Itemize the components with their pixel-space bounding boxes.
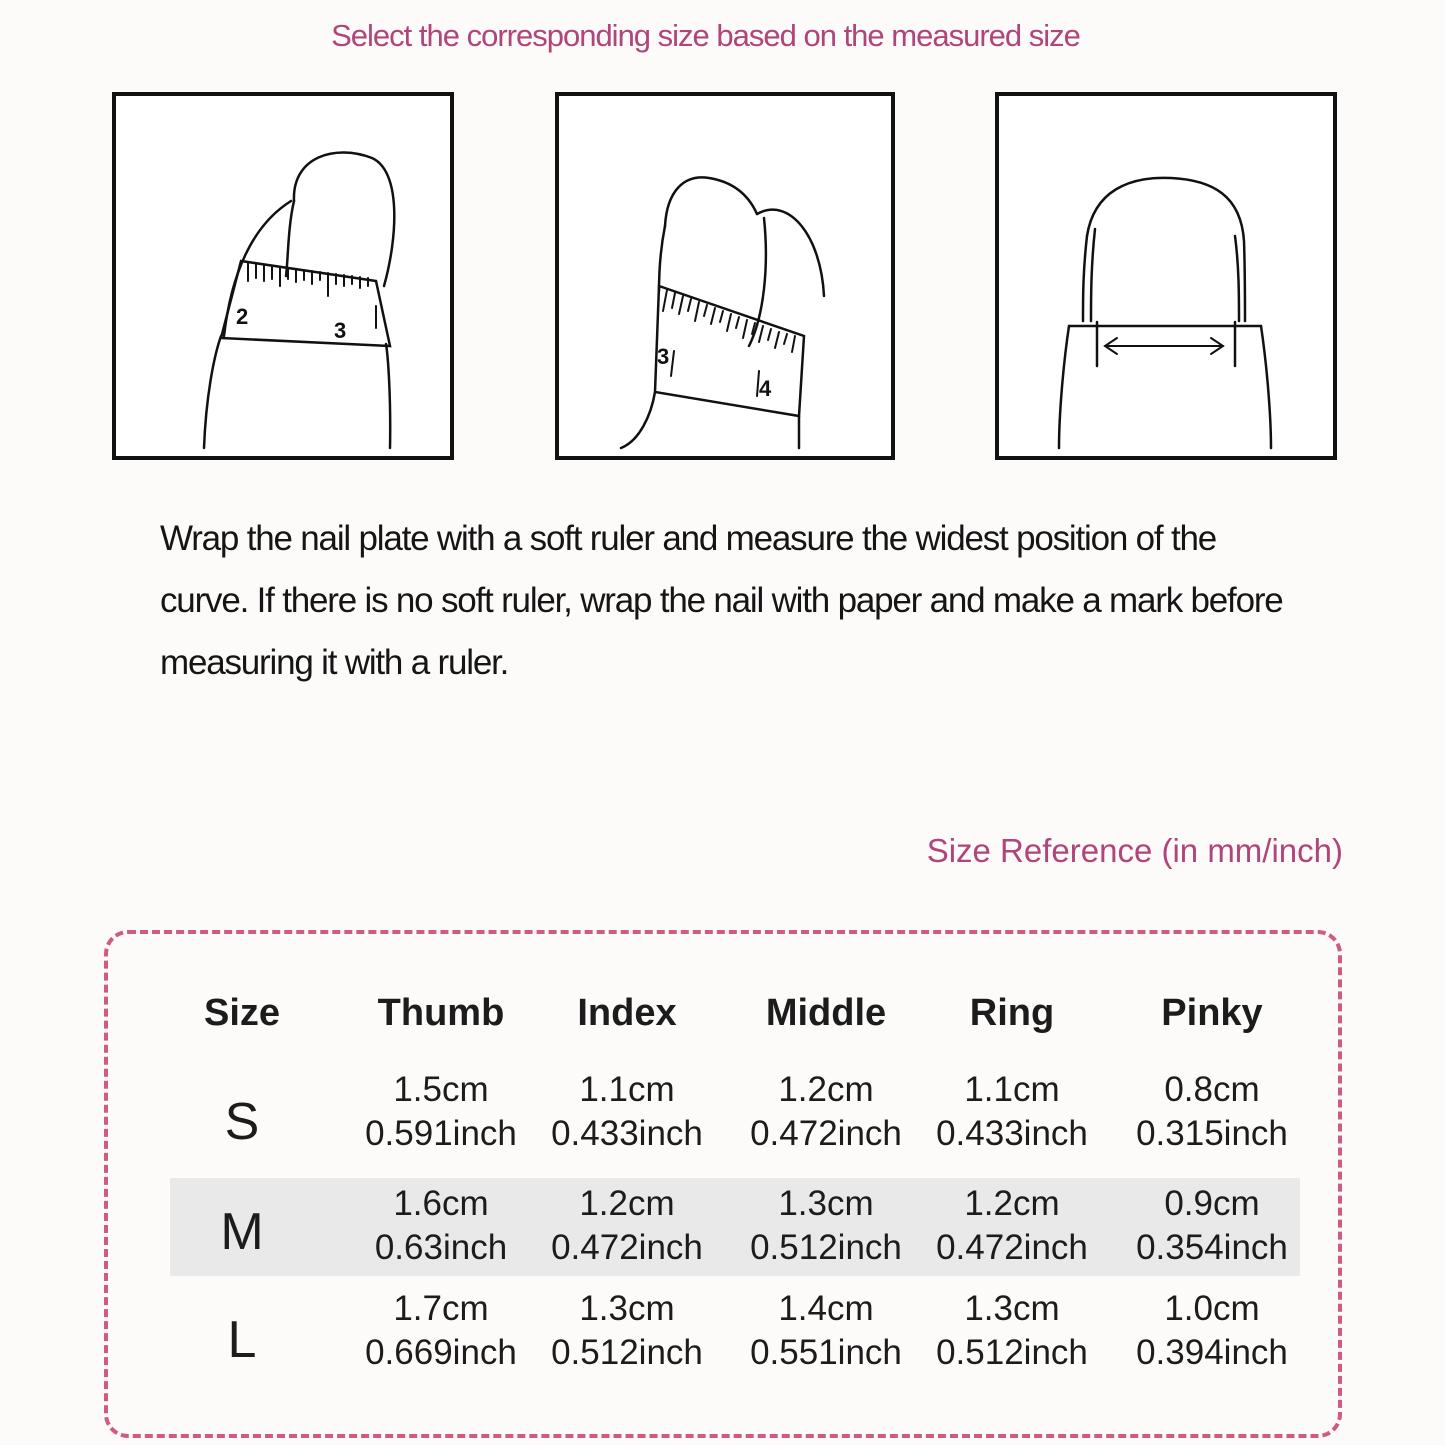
- cell-cm: 1.1cm: [579, 1070, 675, 1109]
- ruler-number-3: 3: [334, 318, 347, 343]
- header-ring: Ring: [969, 992, 1055, 1034]
- cell-inch: 0.512inch: [551, 1333, 703, 1372]
- cell-inch: 0.433inch: [936, 1114, 1088, 1153]
- cell-inch: 0.63inch: [374, 1228, 508, 1267]
- cell-cm: 1.2cm: [579, 1184, 675, 1223]
- table-cell: [726, 1068, 926, 1156]
- table-cell: [527, 1182, 727, 1270]
- table-cell: [912, 1068, 1112, 1156]
- table-cell: [912, 1287, 1112, 1375]
- cell-cm: 1.4cm: [778, 1289, 874, 1328]
- table-cell: [527, 1068, 727, 1156]
- cell-inch: 0.472inch: [750, 1114, 902, 1153]
- cell-cm: 0.8cm: [1164, 1070, 1260, 1109]
- width-measure-illustration: [995, 92, 1337, 460]
- ruler-number-3: 3: [657, 344, 670, 369]
- cell-inch: 0.591inch: [365, 1114, 517, 1153]
- cell-cm: 1.7cm: [393, 1289, 489, 1328]
- header-size: Size: [203, 992, 281, 1034]
- cell-cm: 1.6cm: [393, 1184, 489, 1223]
- size-reference-title: Size Reference (in mm/inch): [926, 832, 1343, 869]
- cell-inch: 0.433inch: [551, 1114, 703, 1153]
- header-pinky: Pinky: [1161, 992, 1263, 1034]
- cell-cm: 1.3cm: [579, 1289, 675, 1328]
- ruler-number-2: 2: [236, 304, 249, 329]
- ruler-number-4: 4: [759, 376, 772, 401]
- cell-inch: 0.315inch: [1136, 1114, 1288, 1153]
- cell-inch: 0.512inch: [936, 1333, 1088, 1372]
- table-cell: [1112, 1068, 1312, 1156]
- cell-inch: 0.551inch: [750, 1333, 902, 1372]
- cell-inch: 0.669inch: [365, 1333, 517, 1372]
- table-cell: [726, 1287, 926, 1375]
- table-cell: [527, 1287, 727, 1375]
- cell-cm: 1.5cm: [393, 1070, 489, 1109]
- cell-cm: 1.1cm: [964, 1070, 1060, 1109]
- header-index: Index: [577, 992, 677, 1034]
- header-middle: Middle: [765, 992, 887, 1034]
- cell-cm: 1.2cm: [964, 1184, 1060, 1223]
- cell-cm: 1.3cm: [778, 1184, 874, 1223]
- size-label-m: M: [220, 1203, 264, 1261]
- table-cell: [726, 1182, 926, 1270]
- ruler-wrap-thumb-illustration: [112, 92, 454, 460]
- table-cell: [341, 1182, 541, 1270]
- cell-cm: 1.0cm: [1164, 1289, 1260, 1328]
- size-label-s: S: [224, 1093, 260, 1151]
- top-caption: Select the corresponding size based on the measured size: [331, 18, 1080, 53]
- ruler-wrap-finger-illustration: [555, 92, 895, 460]
- table-cell: [341, 1068, 541, 1156]
- double-arrow-icon: [1105, 338, 1223, 354]
- cell-inch: 0.472inch: [936, 1228, 1088, 1267]
- cell-cm: 0.9cm: [1164, 1184, 1260, 1223]
- table-cell: [341, 1287, 541, 1375]
- table-cell: [1112, 1287, 1312, 1375]
- cell-inch: 0.472inch: [551, 1228, 703, 1267]
- cell-inch: 0.512inch: [750, 1228, 902, 1267]
- size-label-l: L: [227, 1311, 257, 1369]
- header-thumb: Thumb: [377, 992, 505, 1034]
- table-cell: [1112, 1182, 1312, 1270]
- cell-inch: 0.354inch: [1136, 1228, 1288, 1267]
- cell-cm: 1.2cm: [778, 1070, 874, 1109]
- cell-inch: 0.394inch: [1136, 1333, 1288, 1372]
- table-cell: [912, 1182, 1112, 1270]
- cell-cm: 1.3cm: [964, 1289, 1060, 1328]
- instructions-text: Wrap the nail plate with a soft ruler and measure the widest position of the curve. If there is no soft ruler, wrap the nail with paper and make a mark before measuring it with a ruler.: [160, 519, 1283, 682]
